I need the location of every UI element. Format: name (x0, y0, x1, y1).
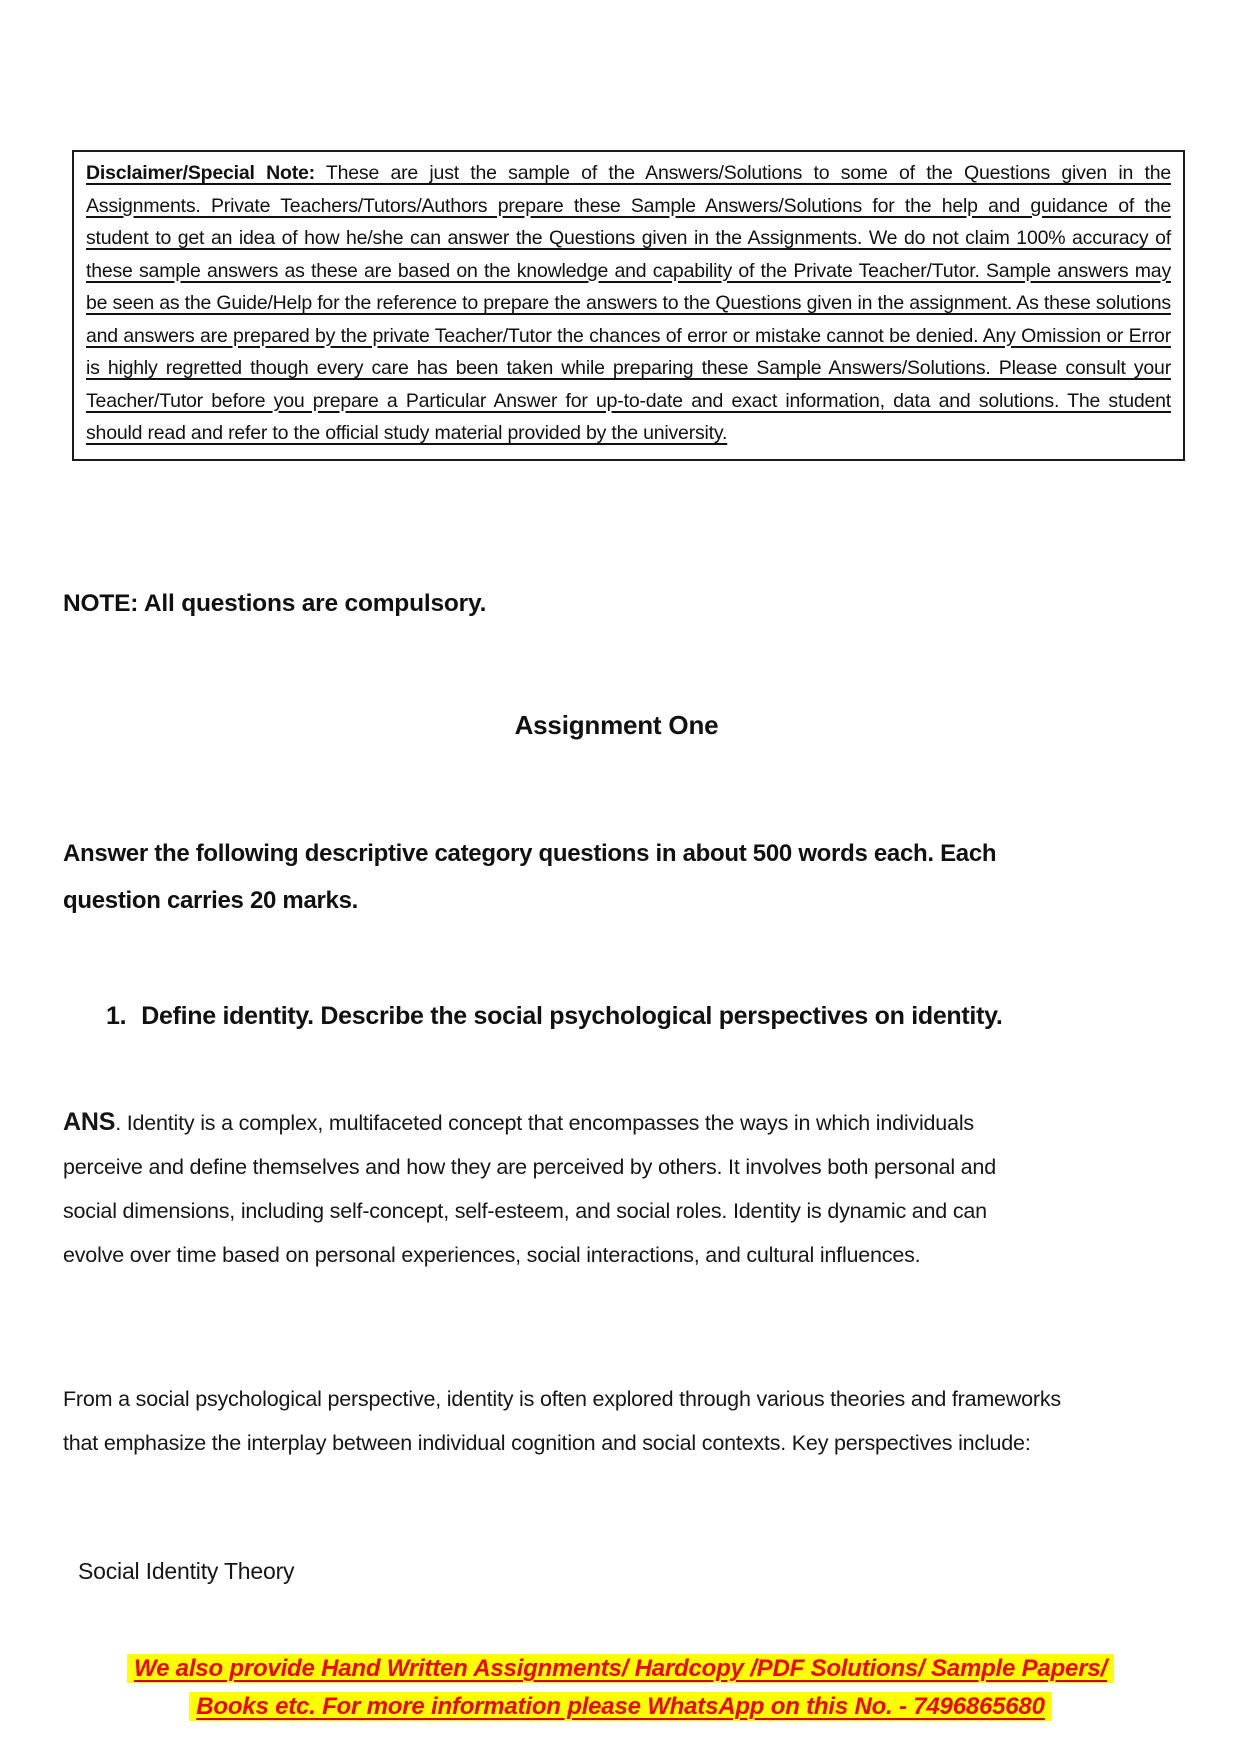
question-item (106, 992, 1003, 1040)
answer-paragraph (63, 1100, 1043, 1277)
note-heading: NOTE: All questions are compulsory. (63, 590, 487, 617)
disclaimer-box (72, 150, 1185, 461)
assignment-heading: Assignment One (514, 710, 719, 740)
social-identity-theory-subheading: Social Identity Theory (78, 1558, 295, 1584)
answer-paragraph-text: Identity is a complex, multifaceted concept that encompasses the ways in which individuals perceive and define themselves and how they are perceived by others. It involves both personal and social dimensions, including self-concept, self-esteem, and social roles. Identity is dynamic and can evolve over time based on personal experiences, social interactions, and cultural influences. (63, 1111, 996, 1267)
disclaimer-label: Disclaimer/Special Note: (86, 162, 315, 184)
instructions-paragraph: Answer the following descriptive category questions in about 500 words each. Each question carries 20 marks. (63, 840, 997, 914)
answer-label: ANS (63, 1108, 116, 1136)
question-text: Define identity. Describe the social psychological perspectives on identity. (141, 1002, 1003, 1030)
question-number: 1. (106, 1002, 127, 1030)
footer-banner (0, 1650, 1241, 1726)
answer-label-separator: . (115, 1111, 127, 1135)
footer-line-1: We also provide Hand Written Assignments/ Hardcopy /PDF Solutions/ Sample Papers/ (127, 1654, 1114, 1683)
footer-line-2: Books etc. For more information please WhatsApp on this No. - 7496865680 (189, 1692, 1051, 1721)
perspectives-paragraph: From a social psychological perspective, identity is often explored through various theories and frameworks that emphasize the interplay between individual cognition and social contexts. Key perspectives include: (63, 1387, 1061, 1455)
disclaimer-body-text: These are just the sample of the Answers/Solutions to some of the Questions given in the Assignments. Private Teachers/Tutors/Authors prepare these Sample Answers/Solutions for the help and guidance of the student to get an idea of how he/she can answer the Questions given in the Assignments. We do not claim 100% accuracy of these sample answers as these are based on the knowledge and capability of the Private Teacher/Tutor. Sample answers may be seen as the Guide/Help for the reference to prepare the answers to the Questions given in the assignment. As these solutions and answers are prepared by the private Teacher/Tutor the chances of error or mistake cannot be denied. Any Omission or Error is highly regretted though every care has been taken while preparing these Sample Answers/Solutions. Please consult your Teacher/Tutor before you prepare a Particular Answer for up-to-date and exact information, data and solutions. The student should read and refer to the official study material provided by the university. (86, 162, 1171, 444)
disclaimer-paragraph (86, 157, 1171, 450)
